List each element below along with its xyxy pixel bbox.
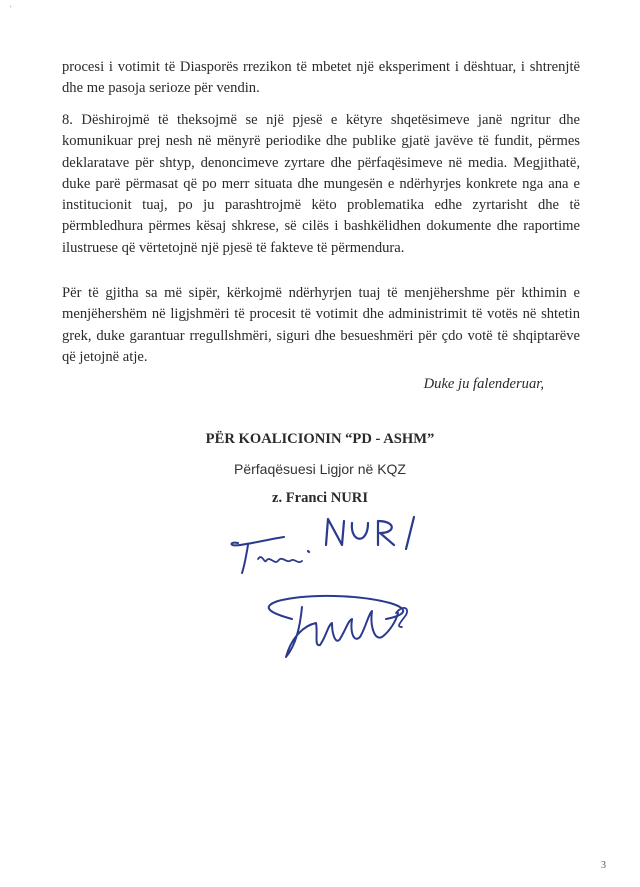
paragraph-point-8: 8. Dëshirojmë të theksojmë se një pjesë e këtyre shqetësimeve janë ngritur dhe komunikuar prej nesh në mënyrë periodike dhe publike gjatë javëve të fundit, përmes deklaratave për shtyp, denoncimeve zyrtare dhe përfaqësimeve në media. Megjithatë, duke parë përmasat që po merr situata dhe mungesën e ndërhyrjes konkrete nga ana e institucionit tuaj, po ju parashtrojmë këto problematika edhe zyrtarisht dhe të përmbledhura përmes kësaj shkrese, së cilës i bashkëlidhen dokumente dhe raportime ilustruese që vërtetojnë një pjesë të fakteve të përmendura.: [62, 112, 580, 256]
corner-mark: ': [10, 4, 12, 14]
signature-franci-dot: [308, 551, 309, 552]
signer-role: Përfaqësuesi Ligjor në KQZ: [234, 461, 406, 477]
page-number: 3: [601, 860, 606, 871]
signature-franci-letters: [258, 557, 302, 562]
signature-nuri-r: [378, 521, 394, 545]
signature-flourish-body: [286, 607, 398, 657]
signature-flourish-hook: [396, 608, 407, 627]
signature-nuri-i: [406, 517, 414, 549]
paragraph-diaspora-risk: procesi i votimit të Diasporës rrezikon të mbetet një eksperiment i dështuar, i shtrenjtë dhe me pasoja serioze për vendin.: [62, 59, 580, 97]
signature-flourish-loop: [269, 596, 403, 619]
signature-franci-stroke: [232, 537, 285, 545]
signature-franci-stem: [242, 545, 248, 573]
closing-salutation: Duke ju falenderuar,: [423, 376, 544, 392]
signature-nuri-u: [352, 523, 368, 539]
handwritten-signature: [200, 515, 460, 700]
paragraph-request: Për të gjitha sa më sipër, kërkojmë ndërhyrjen tuaj të menjëhershme për kthimin e menjëhershëm në ligjshmëri të procesit të votimit dhe administrimit të votës në shtetin grek, duke garantuar rregullshmëri, siguri dhe besueshmëri për çdo votë të shqiptarëve që jetojnë atje.: [62, 285, 580, 365]
coalition-title: PËR KOALICIONIN “PD - ASHM”: [205, 431, 435, 447]
signature-nuri-n: [326, 519, 344, 545]
signer-name: z. Franci NURI: [271, 490, 369, 506]
